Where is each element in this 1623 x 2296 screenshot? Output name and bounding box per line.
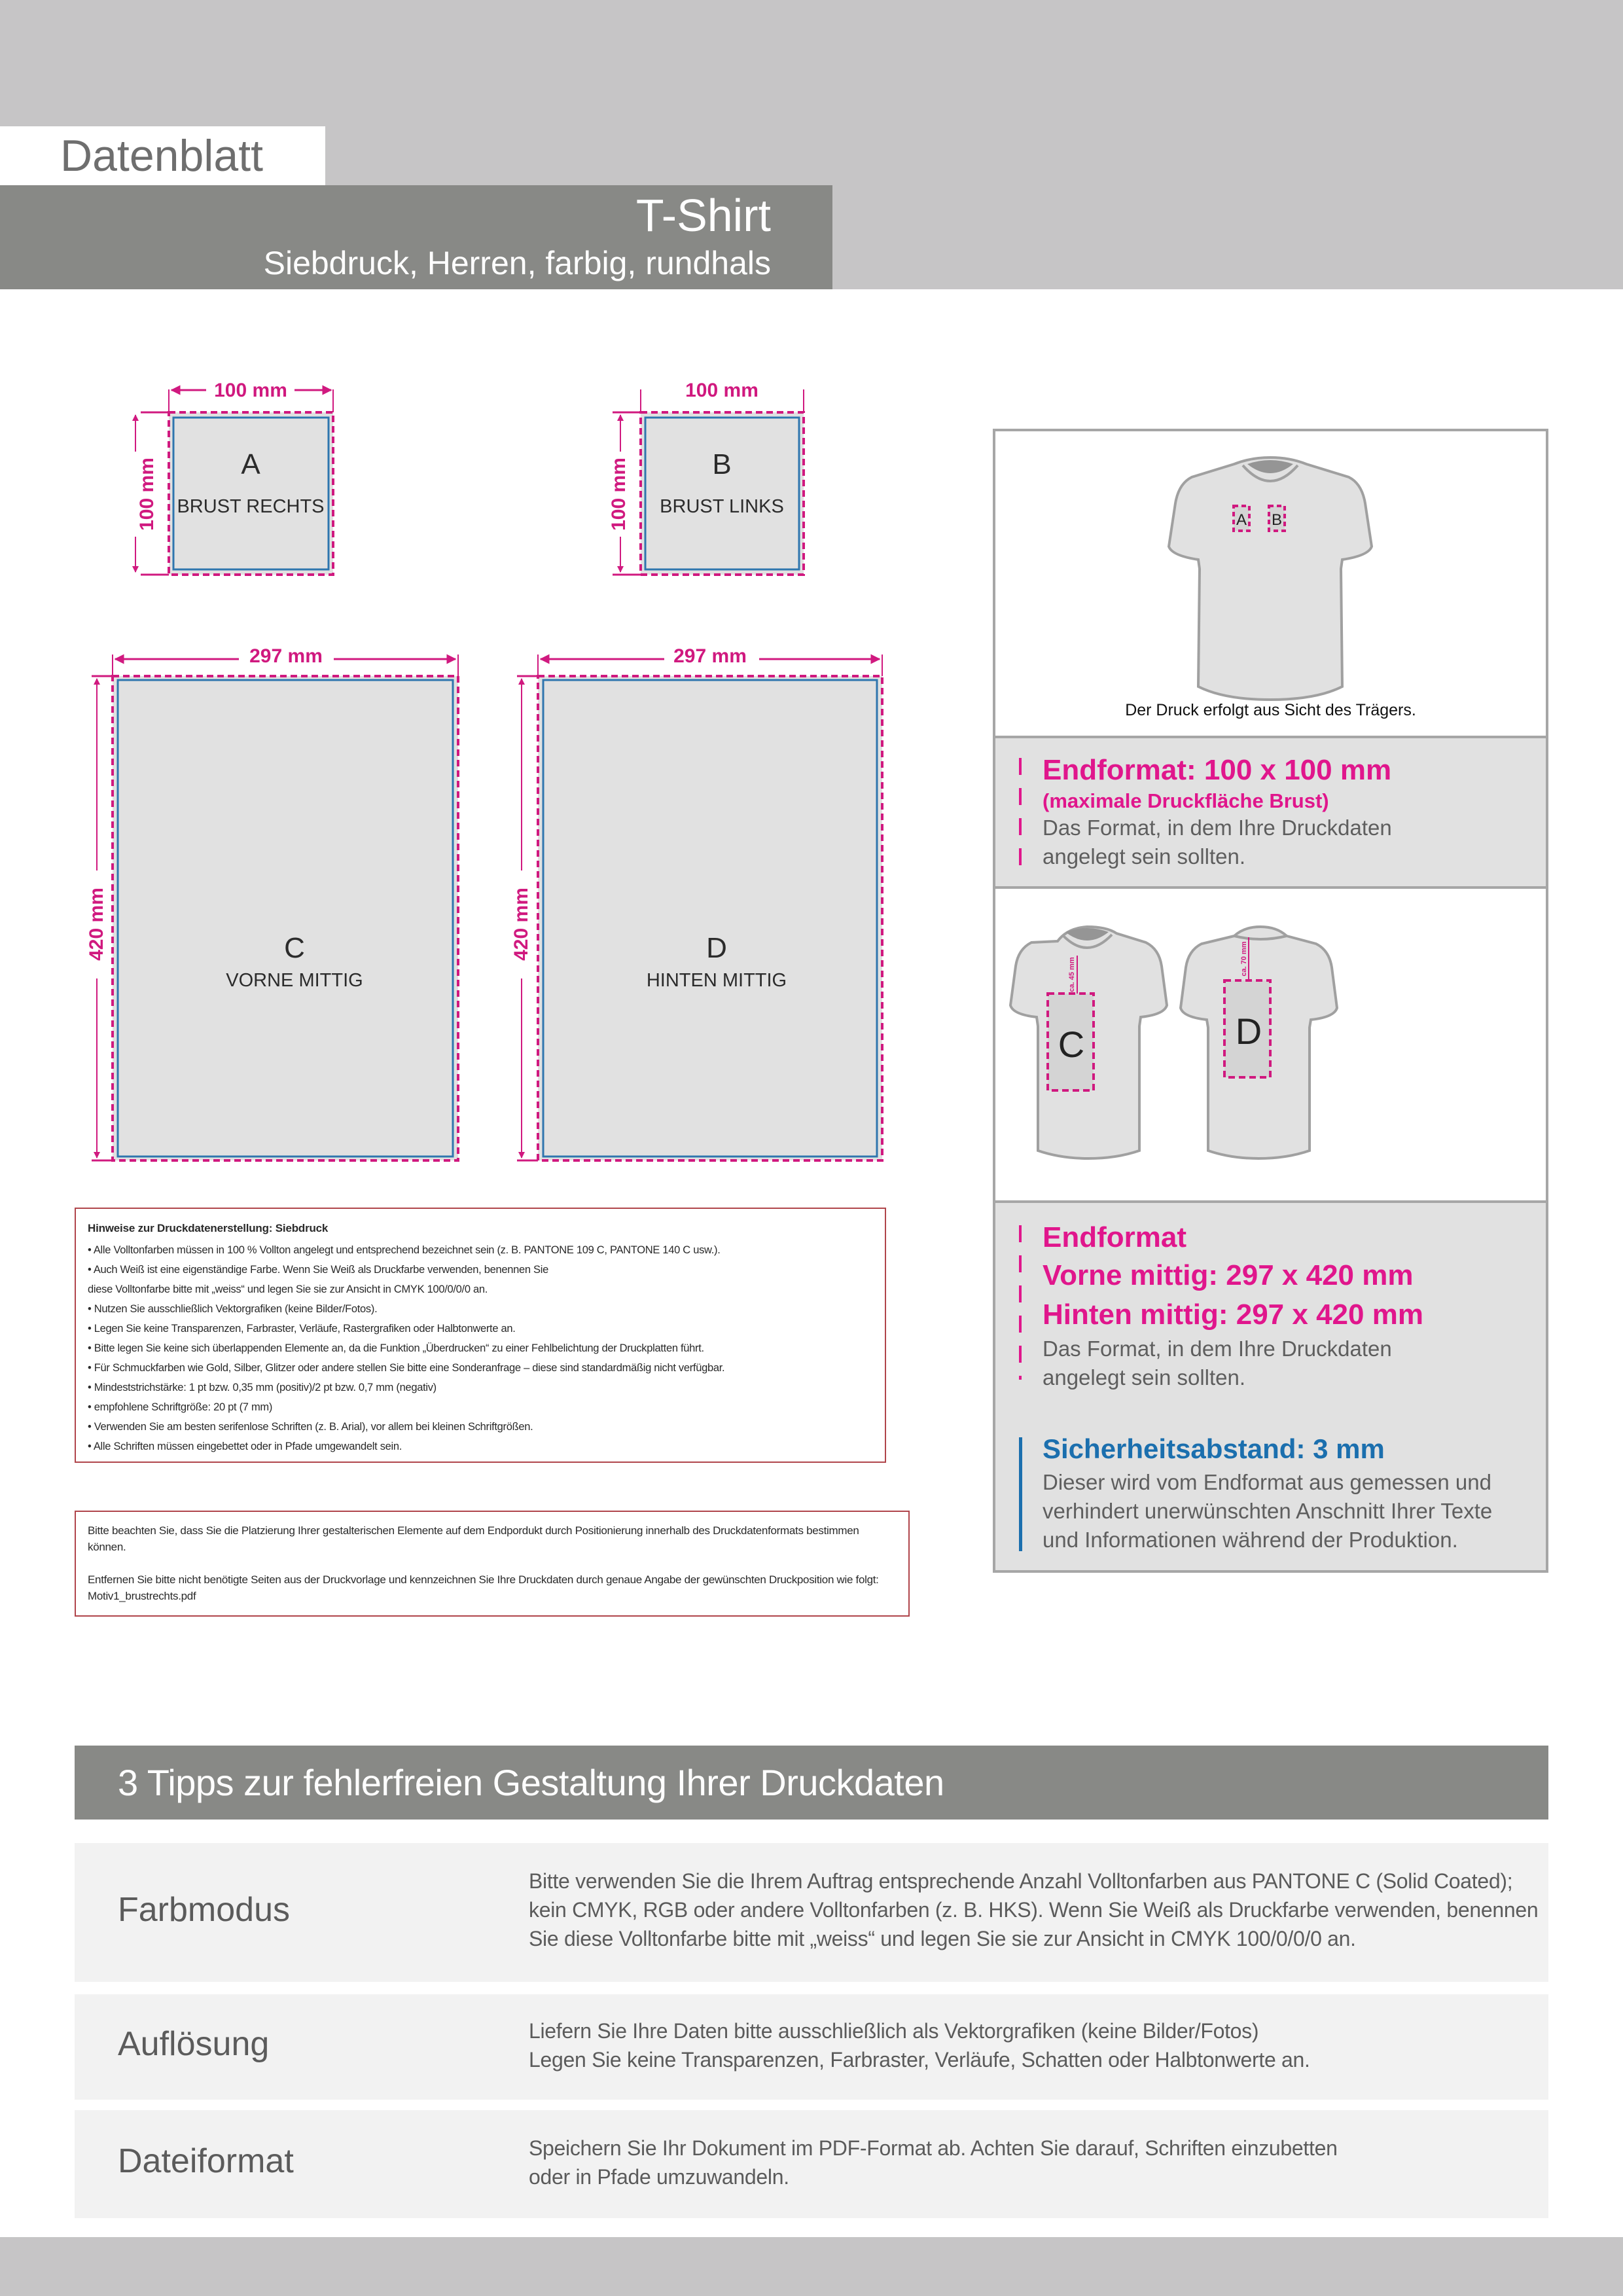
- center-format-heading: Endformat: [1043, 1221, 1186, 1253]
- center-format-body-2: angelegt sein sollten.: [1043, 1365, 1246, 1390]
- chest-caption: Der Druck erfolgt aus Sicht des Trägers.: [1125, 701, 1416, 719]
- area-d-width-label: 297 mm: [673, 645, 747, 667]
- area-b-height-label: 100 mm: [608, 457, 630, 531]
- chest-mark-a: A: [1236, 511, 1247, 529]
- area-d-height-label: 420 mm: [510, 888, 532, 961]
- front-back-illustration-section: [995, 889, 1546, 1200]
- area-b-width-label: 100 mm: [685, 380, 758, 401]
- hint-item: • Verwenden Sie am besten serifenlose Schriften (z. B. Arial), vor allem bei kleinen Schriftgrößen.: [88, 1421, 533, 1433]
- tip-label: Auflösung: [118, 2025, 270, 2063]
- chest-format-subheading: (maximale Druckfläche Brust): [1043, 789, 1329, 812]
- tip-text: Bitte verwenden Sie die Ihrem Auftrag entsprechende Anzahl Volltonfarben aus PANTONE C (Solid Coated); kein CMYK, RGB oder andere Volltonfarben (z. B. HKS). Wenn Sie Weiß als Druckfarbe verwenden, benennen Sie diese Volltonfarbe bitte mit „weiss“ und legen Sie sie zur Ansicht in CMYK 100/0/0/0 an.: [529, 1869, 1539, 1950]
- hints-title: Hinweise zur Druckdatenerstellung: Siebdruck: [88, 1222, 329, 1234]
- print-area-c: [86, 645, 458, 1160]
- center-format-body-1: Das Format, in dem Ihre Druckdaten: [1043, 1336, 1392, 1361]
- hint-item: • Alle Schriften müssen eingebettet oder in Pfade umgewandelt sein.: [88, 1441, 402, 1452]
- hint-item: • Für Schmuckfarben wie Gold, Silber, Glitzer oder andere stellen Sie bitte eine Sonderanfrage – diese sind standardmäßig nicht verfügbar.: [88, 1362, 725, 1374]
- chest-illustration-section: [995, 431, 1546, 736]
- hint-item: • Legen Sie keine Transparenzen, Farbraster, Verläufe, Rastergrafiken oder Halbtonwerte an.: [88, 1323, 516, 1335]
- area-b-name: BRUST LINKS: [660, 496, 784, 517]
- tip-text: Liefern Sie Ihre Daten bitte ausschließlich als Vektorgrafiken (keine Bilder/Fotos) Legen Sie keine Transparenzen, Farbraster, Verläufe, Schatten oder Halbtonwerte an.: [529, 2019, 1310, 2072]
- hint-item: • Nutzen Sie ausschließlich Vektorgrafiken (keine Bilder/Fotos).: [88, 1303, 378, 1315]
- footer-band: [0, 2237, 1623, 2296]
- area-a-letter: A: [241, 448, 260, 480]
- dashed-marker: [1019, 1225, 1022, 1380]
- note-paragraph: Bitte beachten Sie, dass Sie die Platzierung Ihrer gestalterischen Elemente auf dem Endpordukt durch Positionierung innerhalb des Druckdatenformats bestimmen können.: [88, 1524, 859, 1553]
- chest-format-heading: Endformat: 100 x 100 mm: [1043, 754, 1392, 786]
- tshirt-front-back-icon: [995, 889, 1546, 1200]
- hint-item: • Auch Weiß ist eine eigenständige Farbe. Wenn Sie Weiß als Druckfarbe verwenden, benennen Sie diese Volltonfarbe bitte mit „weiss“ und legen Sie sie zur Ansicht in CMYK 100/0/0/0 an.: [88, 1264, 548, 1295]
- placement-note: [75, 1511, 910, 1617]
- area-d-letter: D: [706, 932, 727, 964]
- area-c-name: VORNE MITTIG: [226, 970, 363, 991]
- area-d-name: HINTEN MITTIG: [646, 970, 787, 991]
- safety-heading: Sicherheitsabstand: 3 mm: [1043, 1433, 1385, 1464]
- tip-label: Dateiformat: [118, 2142, 294, 2180]
- tip-text: Speichern Sie Ihr Dokument im PDF-Format ab. Achten Sie darauf, Schriften einzubetten oder in Pfade umzuwandeln.: [529, 2136, 1338, 2189]
- chest-format-body-1: Das Format, in dem Ihre Druckdaten: [1043, 816, 1392, 840]
- area-a-name: BRUST RECHTS: [177, 496, 325, 517]
- tips-header: 3 Tipps zur fehlerfreien Gestaltung Ihrer Druckdaten: [75, 1746, 1548, 1820]
- safety-marker: [1019, 1437, 1022, 1551]
- center-format-back: Hinten mittig: 297 x 420 mm: [1043, 1299, 1423, 1331]
- print-area-b: [608, 380, 804, 575]
- product-variant: Siebdruck, Herren, farbig, rundhals: [263, 245, 771, 281]
- dashed-marker: [1019, 758, 1022, 869]
- tip-row-farbmodus: [75, 1843, 1548, 1982]
- area-b-letter: B: [712, 448, 732, 480]
- back-offset-label: ca. 70 mm: [1240, 941, 1248, 977]
- area-a-width-label: 100 mm: [214, 380, 287, 401]
- print-area-d: [510, 645, 882, 1160]
- front-offset-label: ca. 45 mm: [1068, 957, 1076, 992]
- hint-item: • Bitte legen Sie keine sich überlappenden Elemente an, da die Funktion „Überdrucken“ zu einer Fehlbelichtung der Druckplatten führt.: [88, 1342, 704, 1354]
- center-format-front: Vorne mittig: 297 x 420 mm: [1043, 1259, 1414, 1291]
- chest-format-section: [995, 738, 1546, 886]
- product-title: T-Shirt: [635, 190, 771, 241]
- hint-item: • Mindeststrichstärke: 1 pt bzw. 0,35 mm (positiv)/2 pt bzw. 0,7 mm (negativ): [88, 1382, 437, 1393]
- note-paragraph: Entfernen Sie bitte nicht benötigte Seiten aus der Druckvorlage und kennzeichnen Sie Ihre Druckdaten durch genaue Angabe der gewünschten Druckposition wie folgt: Motiv1_brustrechts.pdf: [88, 1573, 879, 1602]
- print-area-diagrams: [0, 0, 929, 1191]
- chest-format-body-2: angelegt sein sollten.: [1043, 844, 1246, 869]
- area-c-width-label: 297 mm: [249, 645, 323, 667]
- hint-item: • empfohlene Schriftgröße: 20 pt (7 mm): [88, 1401, 273, 1413]
- tip-label: Farbmodus: [118, 1891, 290, 1929]
- hint-item: • Alle Volltonfarben müssen in 100 % Vollton angelegt und entsprechend bezeichnet sein (z. B. PANTONE 109 C, PANTONE 140 C usw.).: [88, 1244, 721, 1256]
- area-c-height-label: 420 mm: [86, 888, 107, 961]
- chest-mark-b: B: [1271, 511, 1283, 529]
- safety-body-1: Dieser wird vom Endformat aus gemessen und: [1043, 1470, 1491, 1494]
- area-a-height-label: 100 mm: [136, 457, 158, 531]
- safety-body-2: verhindert unerwünschten Anschnitt Ihrer Texte: [1043, 1499, 1493, 1523]
- tip-row-aufloesung: [75, 1994, 1548, 2100]
- side-panel: [993, 429, 1548, 1573]
- center-format-section: [995, 1203, 1546, 1570]
- tip-row-dateiformat: [75, 2110, 1548, 2218]
- area-c-letter: C: [284, 932, 305, 964]
- safety-body-3: und Informationen während der Produktion.: [1043, 1528, 1458, 1552]
- document-title: Datenblatt: [60, 131, 263, 181]
- front-mark-c: C: [1058, 1024, 1085, 1065]
- print-data-hints: [75, 1208, 886, 1463]
- print-area-a: [135, 380, 333, 575]
- tshirt-front-chest-icon: [995, 431, 1546, 706]
- back-mark-d: D: [1235, 1011, 1262, 1052]
